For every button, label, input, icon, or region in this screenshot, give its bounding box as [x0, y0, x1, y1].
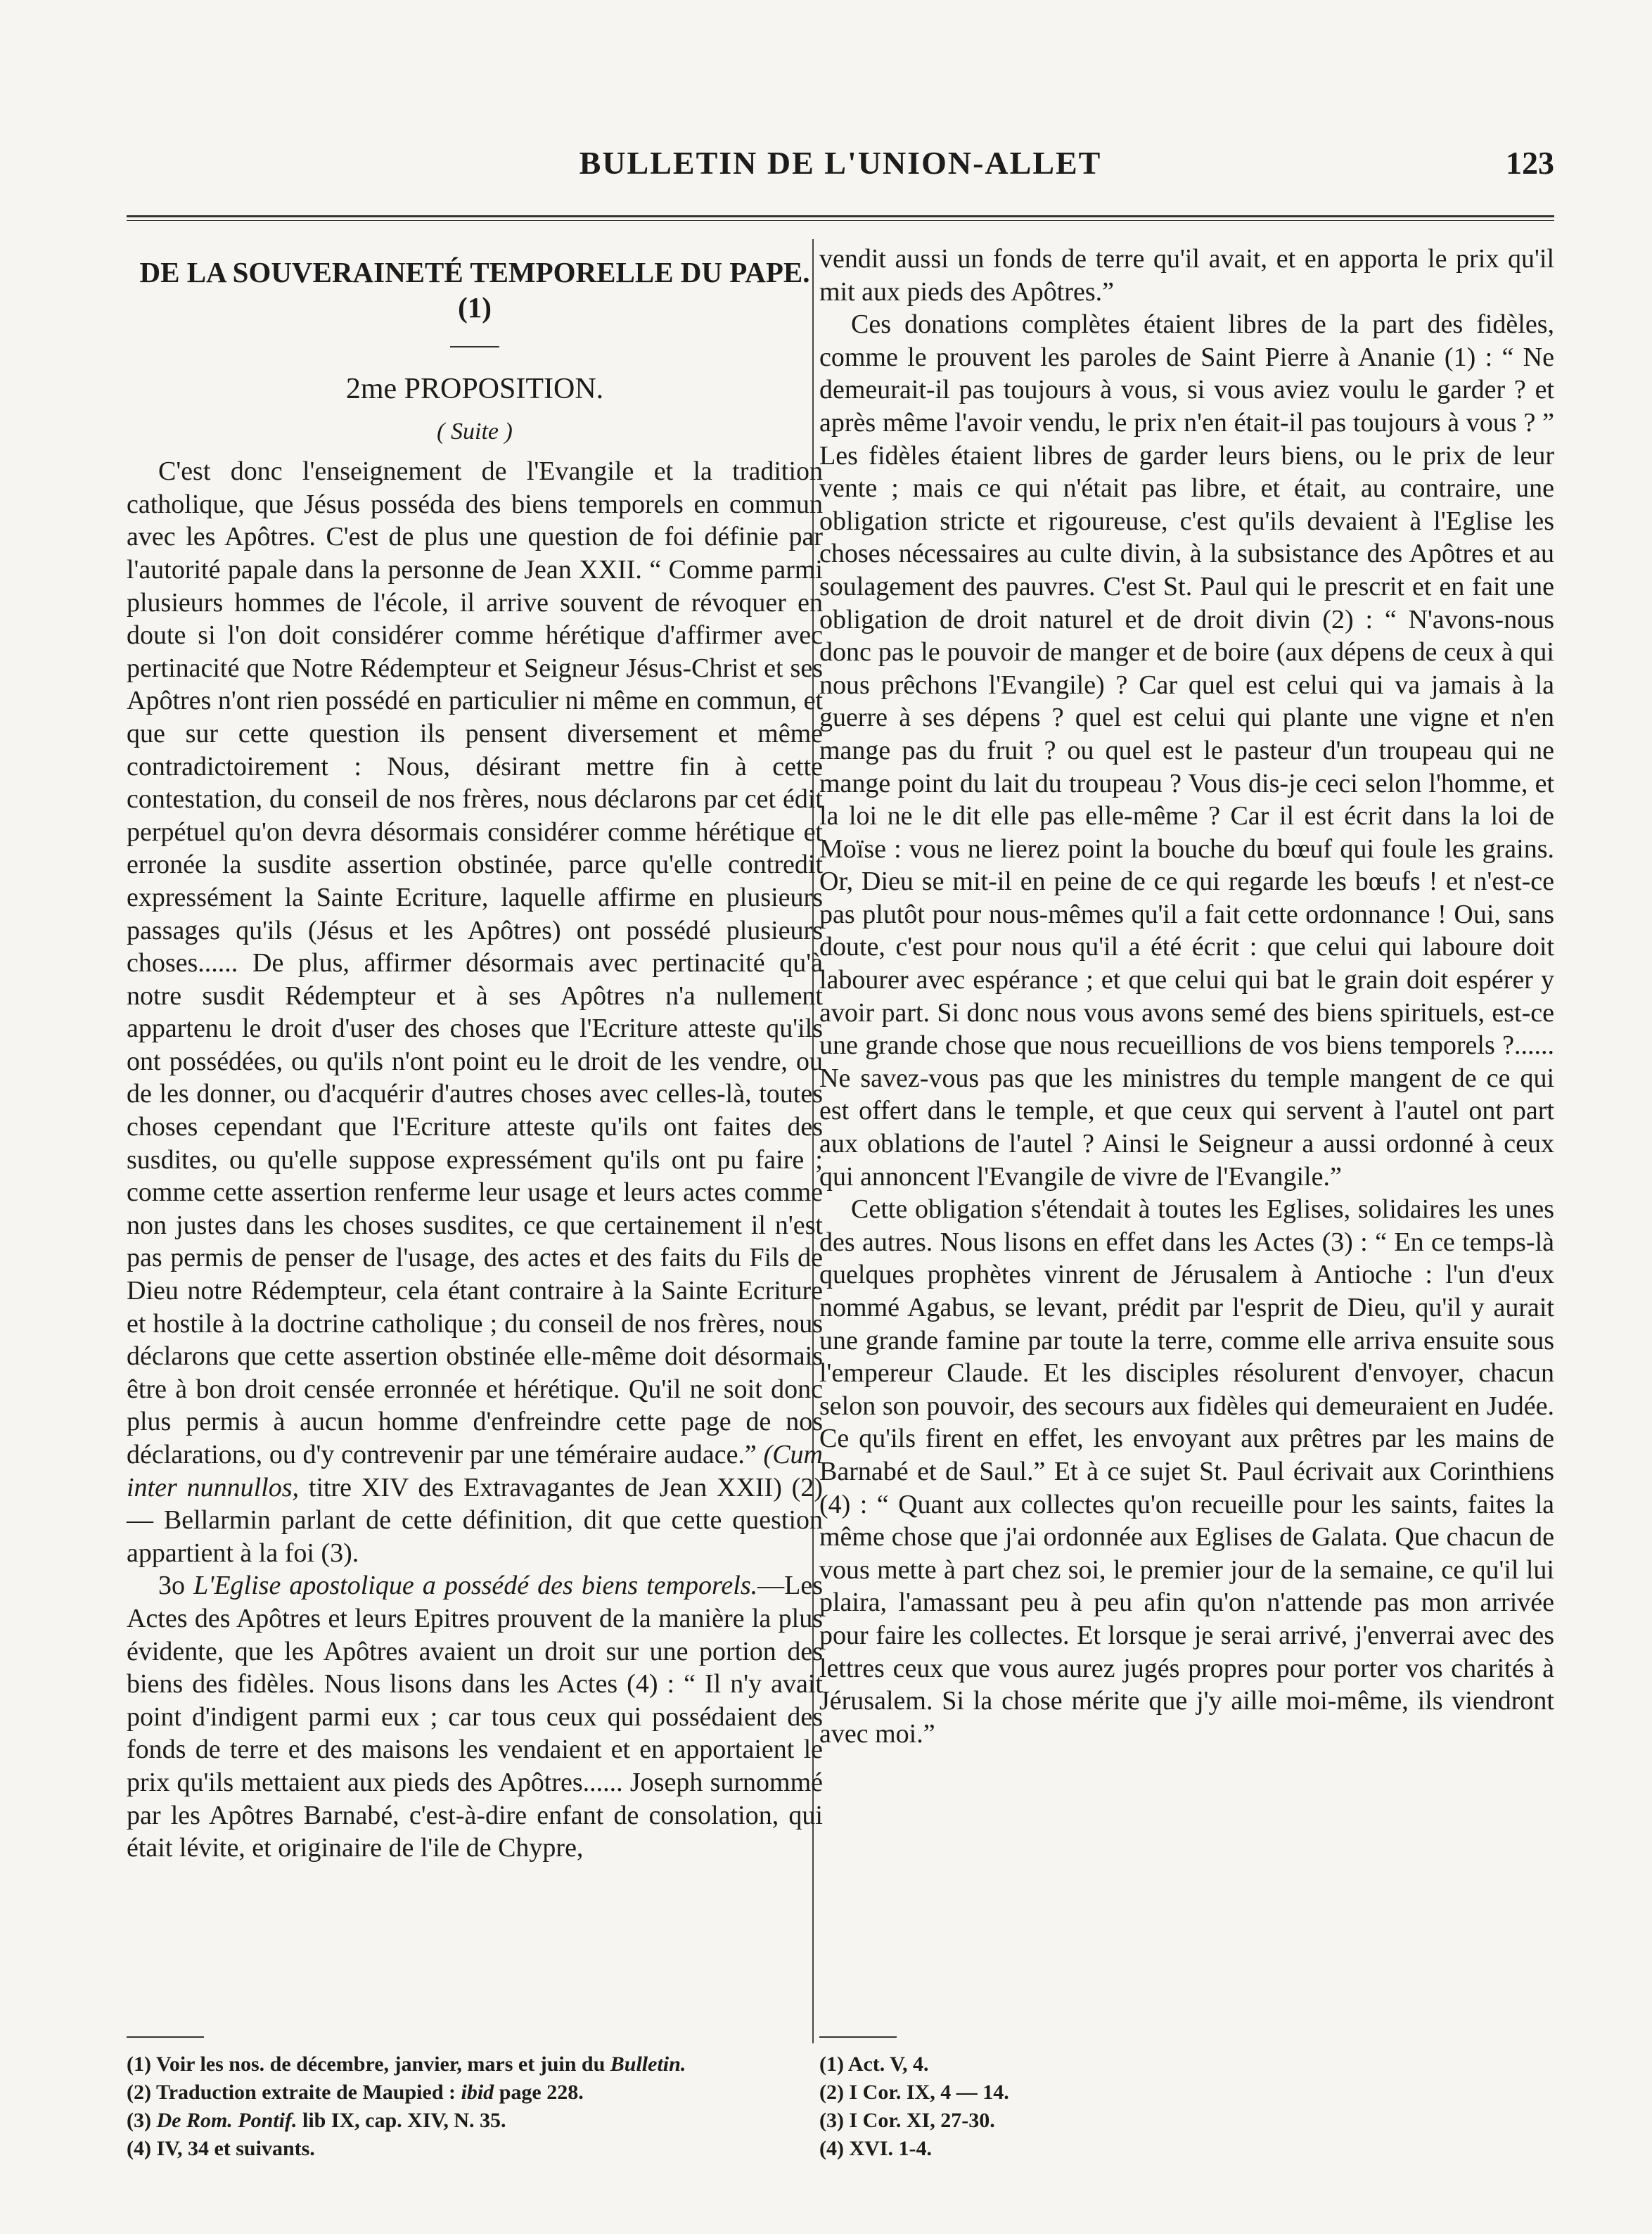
- header-rule: [127, 215, 1554, 221]
- left-column: [127, 239, 823, 1865]
- paragraph: C'est donc l'enseignement de l'Evangile et la tradition catholique, que Jésus posséda des biens temporels en commun avec les Apôtres. C'est de plus une question de foi définie par l'autorité papale dans la personne de Jean XXII. “ Comme parmi plusieurs hommes de l'école, il arrive souvent de révoquer en doute si l'on doit considérer comme hérétique d'affirmer avec pertinacité que Notre Rédempteur et Seigneur Jésus-Christ et ses Apôtres n'ont rien possédé en particulier ni même en commun, et que sur cette question ils pensent diversement et même contradictoirement : Nous, désirant mettre fin à cette contestation, du conseil de nos frères, nous déclarons par cet édit perpétuel qu'on devra désormais considérer comme hérétique et erronée la susdite assertion obstinée, parce qu'elle contredit expressément la Sainte Ecriture, laquelle affirme en plusieurs passages qu'ils (Jésus et les Apôtres) ont possédé plusieurs choses...... De plus, affirmer désormais avec pertinacité qu'à notre susdit Rédempteur et à ses Apôtres n'a nullement appartenu le droit d'user des choses que l'Ecriture atteste qu'ils ont possédées, ou qu'ils n'ont point eu le droit de les vendre, ou de les donner, ou d'acquérir d'autres choses avec celles-là, toutes choses cependant que l'Ecriture atteste qu'ils ont faites des susdites, ou qu'elle suppose expressément qu'ils ont pu faire ; comme cette assertion renferme leur usage et leurs actes comme non justes dans les choses susdites, ce que certainement il n'est pas permis de penser de l'usage, des actes et des faits du Fils de Dieu notre Rédempteur, cela étant contraire à la Sainte Ecriture et hostile à la doctrine catholique ; du conseil de nos frères, nous déclarons que cette assertion obstinée elle-même doit désormais être à bon droit censée erronnée et hérétique. Qu'il ne soit donc plus permis à aucun homme d'enfreindre cette page de nos déclarations, ou d'y contrevenir par une téméraire audace.” (Cum inter nunnullos, titre XIV des Extravagantes de Jean XXII) (2) — Bellarmin parlant de cette définition, dit que cette question appartient à la foi (3).: [127, 457, 823, 1568]
- right-column: [819, 243, 1554, 1750]
- running-title: BULLETIN DE L'UNION-ALLET: [579, 145, 1102, 181]
- footnote-rule: [819, 2036, 897, 2038]
- footnote: (1) Act. V, 4.: [819, 2053, 929, 2076]
- footnote: (2) I Cor. IX, 4 — 14.: [819, 2081, 1009, 2104]
- footnote: (2) Traduction extraite de Maupied : ibid page 228.: [127, 2081, 584, 2104]
- running-header: [127, 144, 1554, 200]
- paragraph: vendit aussi un fonds de terre qu'il avait, et en apporta le prix qu'il mit aux pieds des Apôtres.”: [819, 244, 1554, 307]
- citation: (Cum inter nunnullos,: [127, 1440, 823, 1502]
- footnote: (3) De Rom. Pontif. lib IX, cap. XIV, N. 35.: [127, 2109, 506, 2132]
- footnote: (4) XVI. 1-4.: [819, 2137, 932, 2160]
- paragraph: Cette obligation s'étendait à toutes les Eglises, solidaires les unes des autres. Nous lisons en effet dans les Actes (3) : “ En ce temps-là quelques prophètes vinrent de Jérusalem à Antioche : l'un d'eux nommé Agabus, se levant, prédit par l'esprit de Dieu, qu'il y aurait une grande famine par toute la terre, comme elle arriva ensuite sous l'empereur Claude. Et les disciples résolurent d'envoyer, chacun selon son pouvoir, des secours aux fidèles qui demeuraient en Judée. Ce qu'ils firent en effet, les envoyant aux prêtres par les mains de Barnabé et de Saul.” Et à ce sujet St. Paul écrivait aux Corinthiens (4) : “ Quant aux collectes qu'on recueille pour les saints, faites la même chose que j'ai ordonnée aux Eglises de Galata. Que chacun de vous mette à part chez soi, le premier jour de la semaine, ce qu'il lui plaira, l'amassant peu à peu afin qu'on n'attende pas mon arrivée pour faire les collectes. Et lorsque je serai arrivé, j'enverrai avec des lettres ceux que vous aurez jugés propres pour porter vos charités à Jérusalem. Si la chose mérite que j'y aille moi-même, ils viendront avec moi.”: [819, 1194, 1554, 1749]
- paragraph: Ces donations complètes étaient libres de la part des fidèles, comme le prouvent les paroles de Saint Pierre à Ananie (1) : “ Ne demeurait-il pas toujours à vous, si vous aviez voulu le garder ? et après même l'avoir vendu, le prix n'en était-il pas toujours à vous ? ” Les fidèles étaient libres de garder leurs biens, ou le prix de leur vente ; mais ce qui n'était pas libre, et était, au contraire, une obligation stricte et rigoureuse, c'est qu'ils devaient à l'Eglise les choses nécessaires au culte divin, à la subsistance des Apôtres et au soulagement des pauvres. C'est St. Paul qui le prescrit et en fait une obligation de droit naturel et de droit divin (2) : “ N'avons-nous donc pas le pouvoir de manger et de boire (aux dépens de ceux à qui nous prêchons l'Evangile) ? Car quel est celui qui va jamais à la guerre à ses dépens ? quel est celui qui plante une vigne et n'en mange pas du fruit ? ou quel est le pasteur d'un troupeau qui ne mange point du lait du troupeau ? Vous dis-je ceci selon l'homme, et la loi ne le dit elle pas elle-même ? Car il est écrit dans la loi de Moïse : vous ne lierez point la bouche du bœuf qui foule les grains. Or, Dieu se mit-il en peine de ce qui regarde les bœufs ! et n'est-ce pas plutôt pour nous-mêmes qu'il a fait cette ordonnance ! Oui, sans doute, c'est pour nous qu'il a été écrit : que celui qui laboure doit labourer avec espérance ; et que celui qui bat le grain doit espérer y avoir part. Si donc nous vous avons semé des biens spirituels, est-ce une grande chose que nous recueillions de vos biens temporels ?...... Ne savez-vous pas que les ministres du temple mangent de ce qui est offert dans le temple, et que ceux qui servent à l'autel ont part aux oblations de l'autel ? Ainsi le Seigneur a aussi ordonné à ceux qui annoncent l'Evangile de vivre de l'Evangile.”: [819, 309, 1554, 1192]
- paragraph: 3o L'Eglise apostolique a possédé des biens temporels.—Les Actes des Apôtres et leurs Epitres prouvent de la manière la plus évidente, que les Apôtres avaient un droit sur une portion des biens des fidèles. Nous lisons dans les Actes (4) : “ Il n'y avait point d'indigent parmi eux ; car tous ceux qui possédaient des fonds de terre et des maisons les vendaient et en apportaient le prix qu'ils mettaient aux pieds des Apôtres...... Joseph surnommé par les Apôtres Barnabé, c'est-à-dire enfant de consolation, qui était lévite, et originaire de l'ile de Chypre,: [127, 1571, 823, 1863]
- footnote: (4) IV, 34 et suivants.: [127, 2137, 315, 2160]
- suite-label: ( Suite ): [437, 418, 513, 445]
- footnote-rule: [127, 2036, 204, 2038]
- footnotes-left: [127, 2036, 795, 2163]
- article-title: DE LA SOUVERAINETÉ TEMPORELLE DU PAPE. (1): [139, 256, 810, 324]
- section-heading: L'Eglise apostolique a possédé des biens temporels.: [193, 1571, 758, 1601]
- page-number: 123: [1506, 145, 1554, 181]
- footnotes-right: [819, 2036, 1241, 2163]
- footnote: (3) I Cor. XI, 27-30.: [819, 2109, 995, 2132]
- footnote: (1) Voir les nos. de décembre, janvier, mars et juin du Bulletin.: [127, 2053, 686, 2076]
- title-rule: [450, 346, 499, 347]
- proposition-heading: 2me PROPOSITION.: [345, 373, 604, 405]
